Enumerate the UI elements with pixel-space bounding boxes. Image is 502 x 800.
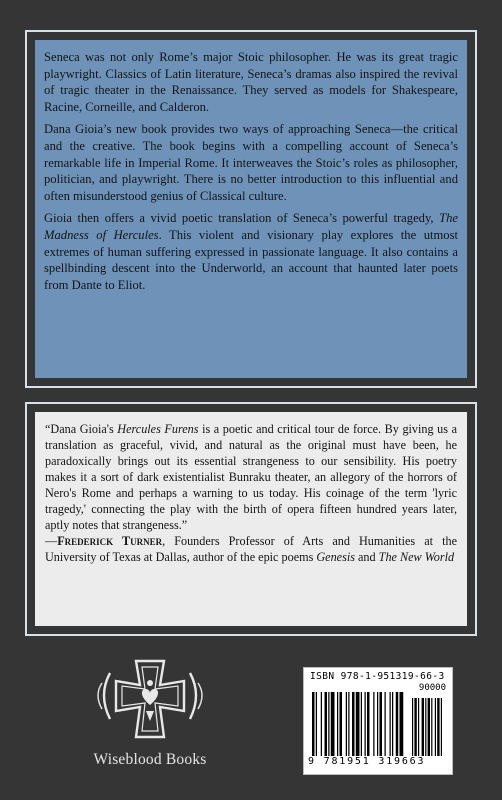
- endorsement-frame: [25, 402, 477, 636]
- publisher-emblem-icon: [80, 655, 220, 751]
- description-frame: [25, 30, 477, 388]
- ean-digits: 9 781951 319663: [308, 756, 426, 767]
- publisher-name: Wiseblood Books: [93, 751, 207, 768]
- quote-open: “Dana Gioia's: [45, 422, 118, 436]
- endorsement-attribution: [45, 533, 457, 565]
- endorser-work-1: Genesis: [316, 550, 355, 564]
- description-panel: [35, 40, 467, 378]
- price-code: 90000: [418, 683, 446, 693]
- barcode-bars: [312, 692, 446, 756]
- quote-book-title: Hercules Furens: [117, 422, 199, 436]
- description-paragraph-3-end: . This violent and visionary play explores the utmost extremes of human suffering expressed in passionate language. It also contains a spellbinding descent into the Underworld, an account that haunted later poets from Dante to Eliot.: [44, 227, 458, 292]
- endorser-name: Frederick Turner: [57, 534, 163, 548]
- endorsement-panel: [35, 412, 467, 626]
- isbn-barcode: [303, 667, 453, 775]
- play-title: The Madness of Hercules: [44, 211, 458, 242]
- isbn-label: ISBN 978-1-951319-66-3: [310, 671, 445, 682]
- endorsement-quote: [45, 421, 457, 533]
- description-paragraph-3: [44, 210, 458, 293]
- description-paragraph-3-start: Gioia then offers a vivid poetic translation of Seneca’s powerful tragedy,: [44, 211, 440, 226]
- description-paragraph-2: Dana Gioia’s new book provides two ways of approaching Seneca—the critical and the creative. The book begins with a compelling account of Seneca’s remarkable life in Imperial Rome. It interweaves the Stoic’s roles as philosopher, politician, and playwright. There is no better introduction to this influential and often misunderstood genius of Classical culture.: [44, 122, 458, 203]
- attribution-dash: —: [45, 534, 58, 548]
- endorser-and: and: [354, 550, 379, 564]
- endorser-affiliation: , Founders Professor of Arts and Humanities at the University of Texas at Dallas, author of the epic poems: [45, 534, 457, 564]
- endorser-work-2: The New World: [378, 550, 455, 564]
- description-paragraph-1: Seneca was not only Rome’s major Stoic philosopher. He was its great tragic playwright. Classics of Latin literature, Seneca’s dramas also inspired the revival of tragic theater in the Renaissance. They served as models for Shakespeare, Racine, Corneille, and Calderon.: [44, 50, 458, 114]
- publisher-logo: [80, 655, 220, 780]
- quote-body: is a poetic and critical tour de force. By giving us a translation as graceful, vivid, and natural as the original must have been, he paradoxically brings out its essential strangeness to our sensibility. His poetry makes it a sort of dark existentialist Bunraku theater, an allegory of the horrors of Nero's Rome and perhaps a warning to us today. His coinage of the term 'lyric tragedy,' connecting the play with the birth of opera fifteen hundred years later, aptly notes that strangeness.”: [45, 422, 457, 532]
